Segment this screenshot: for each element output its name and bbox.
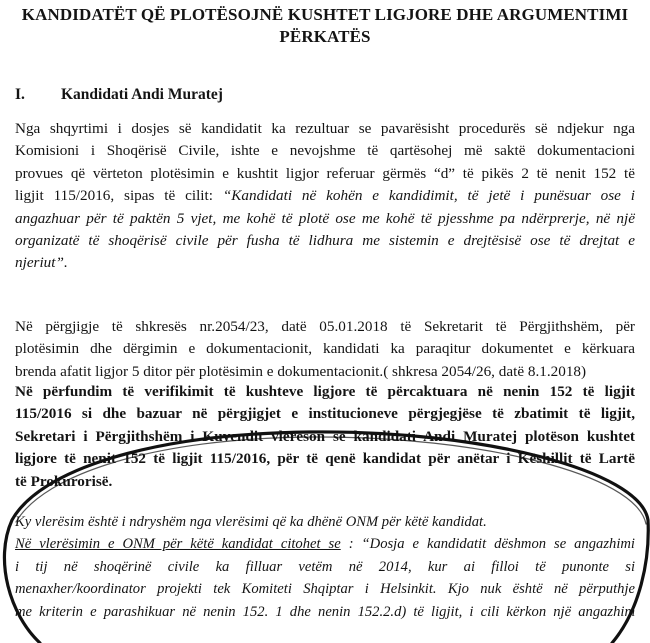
- law-quote-line: angazhuar për të paktën 5 vjet, me kohë të plotë ose me kohë të pjesshme pa ndërprerje, në një: [15, 209, 635, 227]
- p3-line: të Prokurorisë.: [15, 472, 113, 490]
- annotation-line-mixed: [15, 533, 635, 555]
- annotation-underlined: Në vlerësimin e ONM për këtë kandidat citohet se: [15, 536, 341, 553]
- section-number: I.: [15, 86, 25, 103]
- p2-line: brenda afatit ligjor 5 ditor për plotësimin e dokumentacionit.( shkresa 2054/26, datë 8.1.2018): [15, 362, 587, 380]
- p1-line-plain: ligjit 115/2016, sipas të cilit:: [15, 187, 223, 205]
- law-quote-end: njeriut”.: [15, 254, 68, 272]
- onm-annotation: [15, 511, 635, 623]
- section-heading: [15, 86, 223, 104]
- annotation-line: me kriterin e parashikuar në nenin 152. 1 dhe nenin 152.2.d) të ligjit, i cili kërkon një angazhim: [15, 603, 635, 620]
- paragraph-verification: [15, 118, 635, 275]
- p3-line: Në përfundim të verifikimit të kushteve ligjore të përcaktuara në nenin 152 të ligjit: [15, 383, 635, 400]
- page-title: [0, 4, 650, 48]
- p3-line: Sekretari i Përgjithshëm i Kuvendit vlerëson se kandidati Andi Muratej plotëson kushtet: [15, 427, 635, 445]
- p2-line: Në përgjigje të shkresës nr.2054/23, datë 05.01.2018 të Sekretarit të Përgjithshëm, për: [15, 318, 635, 335]
- p1-line: provues që vërteton plotësimin e kushtit ligjor referuar gërmës “d” të pikës 2 të nenit 152 të: [15, 164, 635, 182]
- title-line-1: KANDIDATËT QË PLOTËSOJNË KUSHTET LIGJORE DHE ARGUMENTIMI: [21, 5, 629, 24]
- p3-line: ligjore të nenit 152 të ligjit 115/2016, për të qenë kandidat për anëtar i Këshillit të Lartë: [15, 450, 635, 468]
- annotation-line: Ky vlerësim është i ndryshëm nga vlerësimi që ka dhënë ONM për këtë kandidat.: [15, 514, 487, 530]
- paragraph-conclusion: [15, 381, 635, 493]
- p1-line-mixed: [15, 185, 635, 207]
- p2-line: plotësimin dhe dërgimin e dokumentacionit, kandidati ka paraqitur dokumentet e kërkuara: [15, 340, 635, 358]
- p1-line: Komisioni i Shoqërisë Civile, ishte e nevojshme të qartësohej më saktë dokumentacioni: [15, 142, 635, 160]
- annotation-line: i tij në shoqërinë civile ka filluar vetëm në 2014, kur ai filloi të punonte si: [15, 558, 635, 575]
- law-quote-line: organizatë të shoqërisë civile për fusha të lidhura me sistemin e drejtësisë ose të drejtat e: [15, 232, 635, 250]
- p1-line: Nga shqyrtimi i dosjes së kandidatit ka rezultuar se pavarësisht procedurës së ndjekur nga: [15, 120, 635, 137]
- p3-line: 115/2016 si dhe bazuar në përgjigjet e institucioneve përgjegjëse të zbatimit të ligjit,: [15, 405, 635, 423]
- title-line-2: PËRKATËS: [279, 27, 371, 46]
- annotation-quote-start: : “Dosja e kandidatit dëshmon se angazhimi: [340, 536, 635, 553]
- paragraph-response: [15, 316, 635, 383]
- law-quote-start: “Kandidati në kohën e kandidimit, të jetë i punësuar ose i: [222, 187, 635, 205]
- annotation-line: menaxher/koordinator projekti tek Komiteti Shqiptar i Helsinkit. Kjo nuk është në përputhje: [15, 581, 635, 598]
- section-title: Kandidati Andi Muratej: [61, 86, 223, 103]
